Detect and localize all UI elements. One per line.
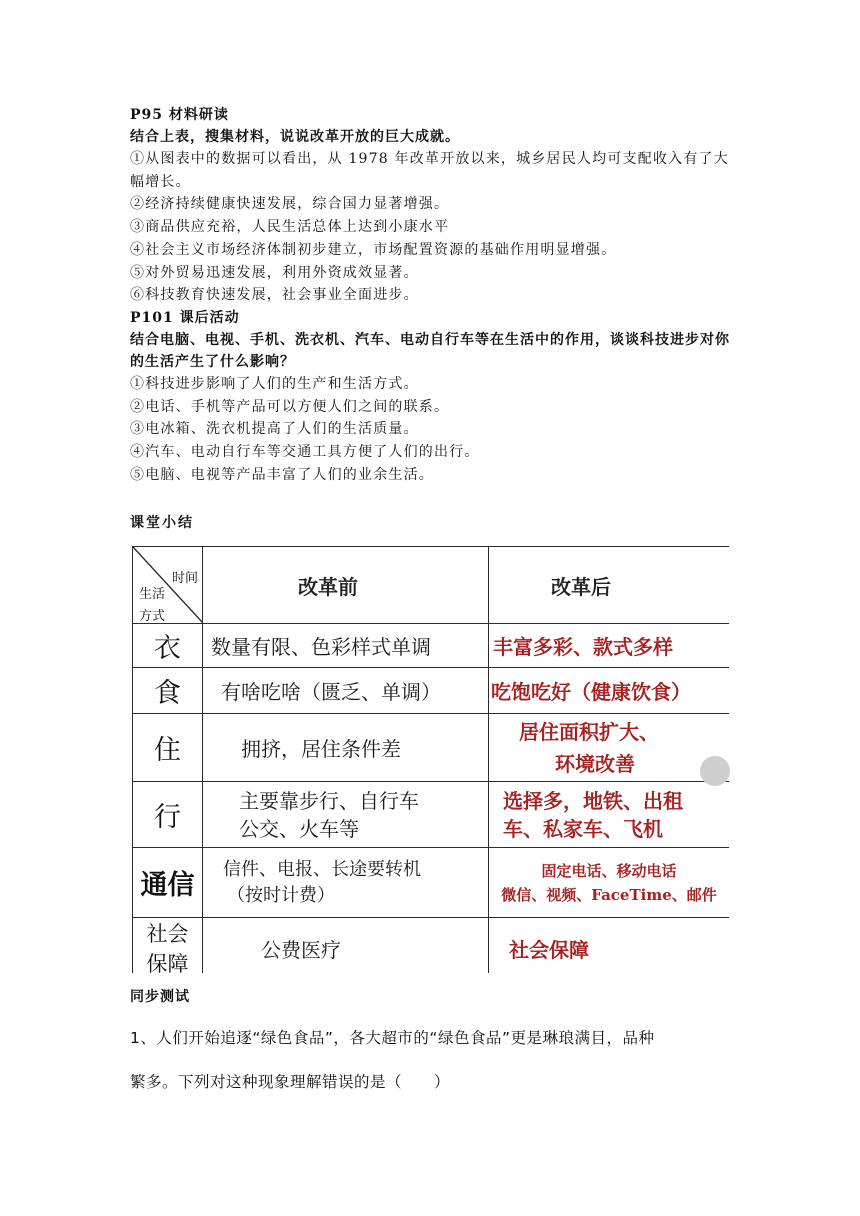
after-cell	[489, 714, 730, 782]
summary-table	[132, 546, 729, 973]
p95-answer: ⑤对外贸易迅速发展，利用外资成效显著。	[130, 264, 419, 281]
after-cell	[489, 782, 730, 848]
before-cell: 数量有限、色彩样式单调	[203, 624, 489, 668]
p101-answer: ①科技进步影响了人们的生产和生活方式。	[130, 375, 419, 392]
p95-question: 结合上表，搜集材料，说说改革开放的巨大成就。	[130, 129, 460, 145]
p95-heading: P95 材料研读	[130, 107, 229, 123]
corner-cell	[133, 547, 203, 624]
row-label-clothing: 衣	[133, 624, 203, 668]
row-label-housing: 住	[133, 714, 203, 782]
image-cutoff-fade	[600, 930, 740, 975]
row-label-social-security	[133, 918, 203, 974]
after-cell: 丰富多彩、款式多样	[489, 624, 730, 668]
p101-question: 结合电脑、电视、手机、洗衣机、汽车、电动自行车等在生活中的作用，谈谈科技进步对你的生活产生了什么影响？	[130, 331, 730, 370]
question-line: 繁多。下列对这种现象理解错误的是（ ）	[130, 1073, 451, 1091]
corner-life: 生活	[139, 587, 166, 602]
after-line: 车、私家车、飞机	[503, 816, 663, 841]
test-title: 同步测试	[130, 989, 190, 1005]
before-cell	[203, 848, 489, 918]
before-cell: 有啥吃啥（匮乏、单调）	[203, 668, 489, 714]
label-line: 保障	[146, 951, 189, 973]
before-cell	[203, 782, 489, 848]
after-line: 环境改善	[555, 751, 635, 776]
row-label-food: 食	[133, 668, 203, 714]
before-line: 信件、电报、长途要转机	[223, 858, 421, 880]
after-line: 选择多，地铁、出租	[503, 788, 683, 813]
p101-answer: ④汽车、电动自行车等交通工具方便了人们的出行。	[130, 444, 480, 461]
question-line: 1、人们开始追逐“绿色食品”，各大超市的“绿色食品”更是琳琅满目，品种	[130, 1029, 655, 1047]
p95-answer: ④社会主义市场经济体制初步建立，市场配置资源的基础作用明显增强。	[130, 241, 617, 258]
col-after-header: 改革后	[489, 547, 730, 624]
after-line: 微信、视频、FaceTime、邮件	[501, 885, 717, 904]
p95-answer: ②经济持续健康快速发展，综合国力显著增强。	[130, 196, 450, 213]
before-cell: 公费医疗	[203, 918, 489, 974]
after-line: 固定电话、移动电话	[541, 861, 677, 880]
summary-title: 课堂小结	[130, 515, 194, 531]
p95-answer: ①从图表中的数据可以看出，从 1978 年改革开放以来，城乡居民人均可支配收入有了大幅增长。	[130, 151, 729, 190]
text-section	[130, 104, 730, 486]
before-cell: 拥挤，居住条件差	[203, 714, 489, 782]
after-cell: 吃饱吃好（健康饮食）	[489, 668, 730, 714]
p101-heading: P101 课后活动	[130, 309, 240, 326]
row-label-transport: 行	[133, 782, 203, 848]
col-before-header: 改革前	[203, 547, 489, 624]
p95-answer: ⑥科技教育快速发展，社会事业全面进步。	[130, 287, 419, 304]
p101-answer: ⑤电脑、电视等产品丰富了人们的业余生活。	[130, 466, 434, 483]
scroll-handle[interactable]	[700, 756, 730, 786]
before-line: （按时计费）	[227, 884, 335, 906]
after-cell	[489, 848, 730, 918]
p101-answer: ②电话、手机等产品可以方便人们之间的联系。	[130, 398, 450, 415]
p95-answer: ③商品供应充裕，人民生活总体上达到小康水平	[130, 219, 450, 236]
after-line: 居住面积扩大、	[519, 719, 659, 744]
question-1	[130, 1016, 740, 1104]
p101-answer: ③电冰箱、洗衣机提高了人们的生活质量。	[130, 421, 419, 438]
summary-table-image	[132, 546, 729, 973]
label-line: 社会	[146, 921, 189, 946]
corner-way: 方式	[139, 609, 166, 624]
row-label-communication: 通信	[133, 848, 203, 918]
before-line: 主要靠步行、自行车	[239, 788, 419, 813]
before-line: 公交、火车等	[239, 816, 359, 841]
after-cell: 社会保障	[489, 918, 730, 974]
corner-time: 时间	[171, 571, 198, 586]
